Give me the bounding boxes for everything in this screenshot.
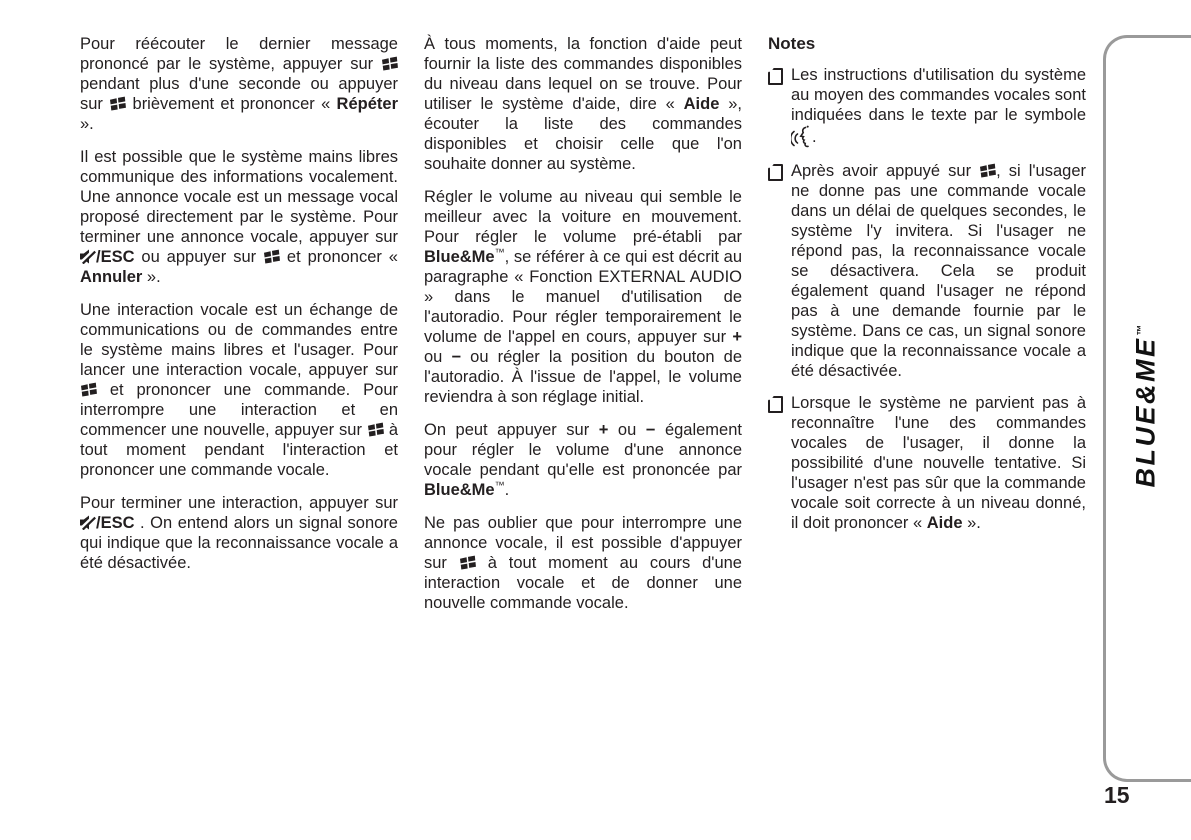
note-item xyxy=(768,161,1086,381)
paragraph: Une interaction vocale est un échange de communications ou de commandes entre le système mains libres et l'usager. Pour lancer une interaction vocale, appuyer sur et prononcer une commande. Pour interrompre une interaction et en commencer une nouvelle, appuyer sur à tout moment pendant l'interaction et prononcer une commande vocale. xyxy=(80,301,398,479)
column-middle xyxy=(424,34,742,626)
paragraph: Les instructions d'utilisation du système au moyen des commandes vocales sont indiquées dans le texte par le symbole . xyxy=(791,65,1086,149)
note-item xyxy=(768,65,1086,149)
bold-text: Répéter xyxy=(336,95,398,113)
bold-text: + xyxy=(732,328,742,346)
media-button-icon xyxy=(459,555,476,570)
column-notes xyxy=(768,34,1086,626)
trademark-symbol: ™ xyxy=(494,480,505,492)
paragraph: Il est possible que le système mains libres communique des informations vocalement. Une annonce vocale est un message vocal proposé directement par le système. Pour terminer une annonce vocale, appuyer sur /ESC ou appuyer sur et prononcer « Annuler ». xyxy=(80,148,398,286)
bold-text: /ESC xyxy=(96,248,135,266)
mute-speaker-icon xyxy=(80,249,96,264)
paragraph: Après avoir appuyé sur , si l'usager ne donne pas une commande vocale dans un délai de quelques secondes, le système l'y invitera. Si l'usager ne répond pas, la reconnaissance vocale se désactivera. Cela se produit également quand l'usager ne répond pas à une demande fournie par le système. Dans ce cas, un signal sonore indique que la reconnaissance vocale a été désactivée. xyxy=(791,162,1086,380)
notes-list xyxy=(768,65,1086,533)
voice-command-symbol-icon xyxy=(791,125,812,149)
bold-text: Blue&Me xyxy=(424,481,495,499)
mute-speaker-icon xyxy=(80,515,96,530)
paragraph: Ne pas oublier que pour interrompre une annonce vocale, il est possible d'appuyer sur à tout moment au cours d'une interaction vocale et de donner une nouvelle commande vocale. xyxy=(424,514,742,612)
paragraph: Lorsque le système ne parvient pas à reconnaître l'une des commandes vocales de l'usager, il donne la possibilité d'une nouvelle tentative. Si l'usager n'est pas sûr que la commande vocale soit correcte à un niveau donné, il doit prononcer « Aide ». xyxy=(791,394,1086,532)
media-button-icon xyxy=(263,249,280,264)
note-bullet-icon xyxy=(768,396,783,413)
note-item xyxy=(768,393,1086,533)
blueandme-logo xyxy=(1131,325,1162,488)
note-bullet-icon xyxy=(768,164,783,181)
bold-text: Annuler xyxy=(80,268,143,286)
media-button-icon xyxy=(109,96,126,111)
bold-text: − xyxy=(451,348,462,366)
content-columns xyxy=(80,34,1086,626)
bold-text: + xyxy=(598,421,609,439)
media-button-icon xyxy=(80,382,97,397)
column-left xyxy=(80,34,398,626)
bold-text: Aide xyxy=(683,95,720,113)
media-button-icon xyxy=(381,56,398,71)
paragraph: On peut appuyer sur + ou − également pour régler le volume d'une annonce vocale pendant qu'elle est prononcée par Blue&Me™. xyxy=(424,421,742,499)
logo-text: BLUE&ME xyxy=(1130,336,1161,488)
bold-text: Aide xyxy=(926,514,963,532)
trademark-symbol: ™ xyxy=(1135,324,1148,336)
page-number: 15 xyxy=(1104,782,1130,808)
paragraph: Régler le volume au niveau qui semble le meilleur avec la voiture en mouvement. Pour régler le volume pré-établi par Blue&Me™, se référer à ce qui est décrit au paragraphe « Fonction EXTERNAL AUDIO » dans le manuel d'utilisation de l'autoradio. Pour régler temporairement le volume de l'appel en cours, appuyer sur + ou − ou régler la position du bouton de l'autoradio. À l'issue de l'appel, le volume reviendra à son réglage initial. xyxy=(424,188,743,406)
trademark-symbol: ™ xyxy=(494,247,505,259)
bold-text: Blue&Me xyxy=(424,248,495,266)
media-button-icon xyxy=(979,163,996,178)
paragraph: Pour réécouter le dernier message prononcé par le système, appuyer sur pendant plus d'une seconde ou appuyer sur brièvement et prononcer « Répéter ». xyxy=(80,35,398,133)
media-button-icon xyxy=(367,422,384,437)
note-bullet-icon xyxy=(768,68,783,85)
blueandme-side-tab xyxy=(1103,35,1191,782)
paragraph: À tous moments, la fonction d'aide peut fournir la liste des commandes disponibles du niveau dans lequel on se trouve. Pour utiliser le système d'aide, dire « Aide », écouter la liste des commandes disponibles et choisir celle que l'on souhaite donner au système. xyxy=(424,35,742,173)
notes-heading: Notes xyxy=(768,34,816,53)
bold-text: /ESC xyxy=(96,514,135,532)
paragraph: Pour terminer une interaction, appuyer sur /ESC . On entend alors un signal sonore qui indique que la reconnaissance vocale a été désactivée. xyxy=(80,494,398,572)
bold-text: − xyxy=(645,421,656,439)
